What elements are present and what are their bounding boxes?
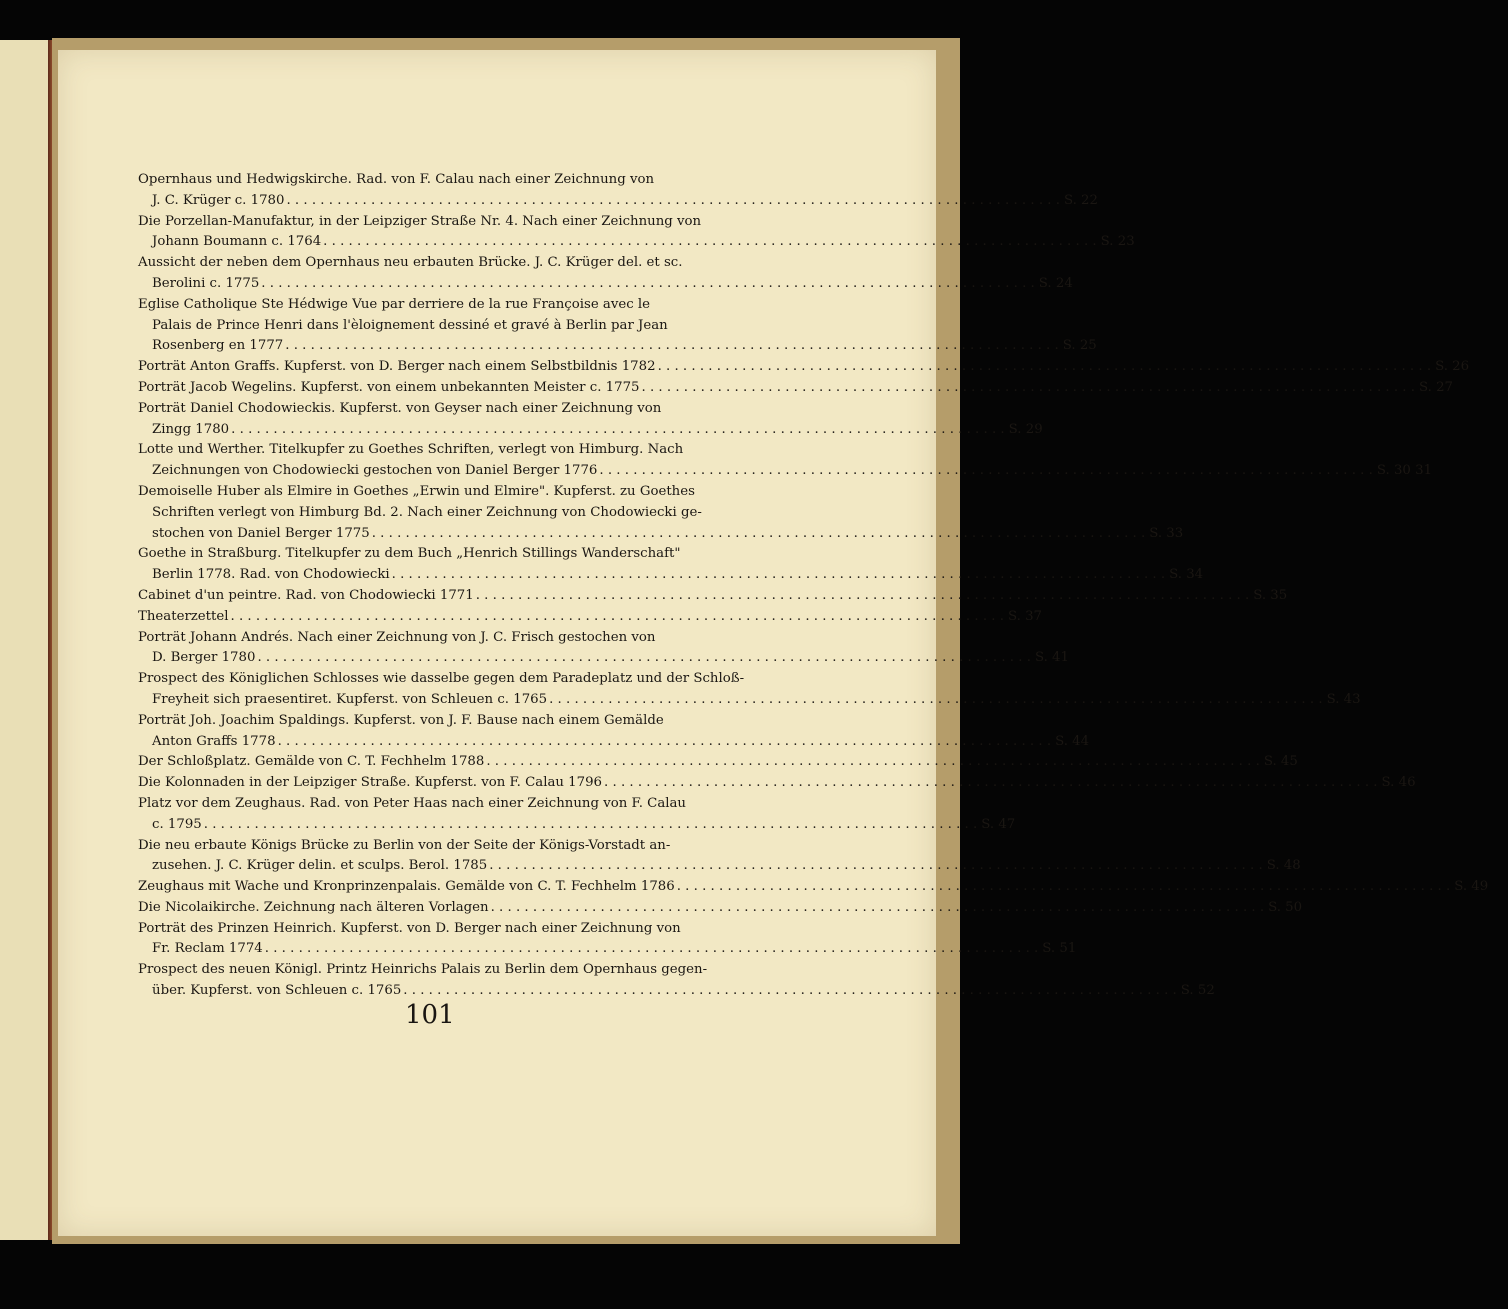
list-item [138,295,1097,357]
entry-page-reference: S. 45 [1263,754,1298,770]
entry-text: Porträt Joh. Joachim Spaldings. Kupferst. von J. F. Bause nach einem Gemälde [138,712,664,728]
entry-title-line [138,628,658,649]
entry-page-reference: S. 48 [1266,858,1301,874]
list-item [138,836,1301,878]
entry-continuation-line [138,981,1215,1002]
entry-text: stochen von Daniel Berger 1775 [152,525,370,541]
entry-title-line [138,170,658,191]
entry-text: Palais de Prince Henri dans l'èloignement dessiné et gravé à Berlin par Jean [152,317,668,333]
facing-page-edge [0,40,50,1240]
leader-dots [230,607,1004,628]
list-item [138,794,1016,836]
list-item [138,253,1073,295]
entry-text: Schriften verlegt von Himburg Bd. 2. Nach einer Zeichnung von Chodowiecki ge- [152,504,702,520]
entry-text: Die Nicolaikirche. Zeichnung nach älteren Vorlagen [138,899,489,915]
entry-text: Berolini c. 1775 [152,275,260,291]
entry-page-reference: S. 29 [1008,421,1043,437]
list-item [138,919,1077,961]
entry-text: Zeughaus mit Wache und Kronprinzenpalais. Gemälde von C. T. Fechhelm 1786 [138,879,675,895]
entry-text: D. Berger 1780 [152,650,256,666]
leader-dots [257,648,1031,669]
entry-page-reference: S. 24 [1038,275,1073,291]
entry-text: Demoiselle Huber als Elmire in Goethes „Erwin und Elmire". Kupferst. zu Goethes [138,483,695,499]
entry-page-reference: S. 34 [1169,567,1204,583]
leader-dots [677,877,1451,898]
leader-dots [486,752,1260,773]
entry-continuation-line [138,732,1090,753]
entry-text: Lotte und Werther. Titelkupfer zu Goethes Schriften, verlegt von Himburg. Nach [138,442,684,458]
entry-title-line [138,253,683,274]
list-item [138,212,1135,254]
entry-page-reference: S. 25 [1062,338,1097,354]
entry-text: Platz vor dem Zeughaus. Rad. von Peter Haas nach einer Zeichnung von F. Calau [138,795,686,811]
leader-dots [204,815,978,836]
entry-text: über. Kupferst. von Schleuen c. 1765 [152,983,402,999]
entry-text: Fr. Reclam 1774 [152,941,263,957]
entry-continuation-line [138,856,1301,877]
list-item [138,544,1204,586]
entry-title-line [138,836,671,857]
entry-continuation-line [138,336,1097,357]
leader-dots [372,524,1146,545]
leader-dots [286,191,1060,212]
entry-continuation-line [138,815,1016,836]
entry-text: Rosenberg en 1777 [152,338,284,354]
leader-dots [491,898,1265,919]
entry-title-line [138,877,1489,898]
entry-continuation-line [138,316,710,337]
entry-title-line [138,399,662,420]
entry-text: Porträt Jacob Wegelins. Kupferst. von einem unbekannten Meister c. 1775 [138,379,640,395]
entry-text: Porträt Daniel Chodowieckis. Kupferst. von Geyser nach einer Zeichnung von [138,400,662,416]
entry-continuation-line [138,939,1077,960]
entry-text: Porträt Anton Graffs. Kupferst. von D. Berger nach einem Selbstbildnis 1782 [138,359,656,375]
entry-text: Zingg 1780 [152,421,230,437]
entry-text: J. C. Krüger c. 1780 [152,192,285,208]
list-item [138,357,1470,378]
entry-continuation-line [138,232,1135,253]
leader-dots [261,274,1035,295]
entry-continuation-line [138,420,1043,441]
entry-text: Porträt des Prinzen Heinrich. Kupferst. von D. Berger nach einer Zeichnung von [138,920,681,936]
leader-dots [476,586,1250,607]
entry-page-reference: S. 22 [1063,192,1098,208]
entry-title-line [138,357,1470,378]
entry-text: Eglise Catholique Ste Hédwige Vue par derriere de la rue Françoise avec le [138,296,651,312]
entry-title-line [138,544,681,565]
entry-title-line [138,794,686,815]
leader-dots [323,232,1097,253]
list-item [138,711,1090,753]
entry-text: Freyheit sich praesentiret. Kupferst. von Schleuen c. 1765 [152,691,548,707]
leader-dots [642,378,1416,399]
entry-title-line [138,898,1303,919]
entry-continuation-line [138,503,710,524]
leader-dots [285,336,1059,357]
entry-page-reference: S. 51 [1042,941,1077,957]
list-item [138,482,1184,544]
entry-title-line [138,669,745,690]
entry-title-line [138,711,664,732]
entry-page-reference: S. 26 [1435,359,1470,375]
entry-text: Cabinet d'un peintre. Rad. von Chodowiecki 1771 [138,587,474,603]
entry-continuation-line [138,690,1361,711]
list-item [138,628,1069,670]
entry-page-reference: S. 33 [1149,525,1184,541]
entry-text: Theaterzettel [138,608,229,624]
entry-title-line [138,378,1454,399]
list-item [138,586,1288,607]
entry-page-reference: S. 49 [1454,879,1489,895]
entry-page-reference: S. 37 [1007,608,1042,624]
entry-continuation-line [138,565,1204,586]
list-item [138,960,1215,1002]
entry-continuation-line [138,461,1433,482]
leader-dots [265,939,1039,960]
entry-continuation-line [138,524,1184,545]
entry-text: Berlin 1778. Rad. von Chodowiecki [152,567,390,583]
entry-page-reference: S. 46 [1381,775,1416,791]
leader-dots [604,773,1378,794]
entry-title-line [138,482,695,503]
entry-title-line [138,607,1042,628]
entry-title-line [138,212,702,233]
leader-dots [392,565,1166,586]
entry-text: Zeichnungen von Chodowiecki gestochen von Daniel Berger 1776 [152,463,598,479]
entry-text: Der Schloßplatz. Gemälde von C. T. Fechhelm 1788 [138,754,485,770]
leader-dots [403,981,1177,1002]
entry-text: Die Porzellan-Manufaktur, in der Leipziger Straße Nr. 4. Nach einer Zeichnung von [138,213,702,229]
entry-text: Anton Graffs 1778 [152,733,276,749]
entry-title-line [138,440,684,461]
list-of-illustrations [138,170,1489,1002]
entry-page-reference: S. 35 [1253,587,1288,603]
entry-page-reference: S. 52 [1180,983,1215,999]
leader-dots [658,357,1432,378]
list-item [138,773,1416,794]
entry-title-line [138,295,658,316]
list-item [138,898,1303,919]
entry-text: Aussicht der neben dem Opernhaus neu erbauten Brücke. J. C. Krüger del. et sc. [138,255,683,271]
list-item [138,607,1042,628]
entry-text: Porträt Johann Andrés. Nach einer Zeichnung von J. C. Frisch gestochen von [138,629,656,645]
leader-dots [599,461,1373,482]
page-number: 101 [405,1000,455,1030]
leader-dots [278,732,1052,753]
list-item [138,669,1361,711]
entry-text: zusehen. J. C. Krüger delin. et sculps. Berol. 1785 [152,858,488,874]
entry-page-reference: S. 41 [1034,650,1069,666]
leader-dots [549,690,1323,711]
entry-continuation-line [138,274,1073,295]
entry-text: Johann Boumann c. 1764 [152,234,322,250]
list-item [138,170,1098,212]
entry-page-reference: S. 50 [1268,899,1303,915]
entry-page-reference: S. 47 [981,816,1016,832]
leader-dots [231,420,1005,441]
entry-page-reference: S. 27 [1419,379,1454,395]
leader-dots [489,856,1263,877]
entry-text: Prospect des neuen Königl. Printz Heinrichs Palais zu Berlin dem Opernhaus gegen- [138,962,708,978]
entry-page-reference: S. 23 [1100,234,1135,250]
entry-page-reference: S. 43 [1326,691,1361,707]
entry-title-line [138,752,1298,773]
list-item [138,440,1433,482]
entry-text: Die Kolonnaden in der Leipziger Straße. Kupferst. von F. Calau 1796 [138,775,603,791]
list-item [138,399,1043,441]
list-item [138,877,1489,898]
entry-continuation-line [138,191,1098,212]
entry-page-reference: S. 30 31 [1376,463,1433,479]
list-item [138,752,1298,773]
entry-page-reference: S. 44 [1055,733,1090,749]
entry-text: Opernhaus und Hedwigskirche. Rad. von F. Calau nach einer Zeichnung von [138,172,655,187]
entry-text: c. 1795 [152,816,202,832]
entry-title-line [138,586,1288,607]
entry-title-line [138,773,1416,794]
list-item [138,378,1454,399]
entry-title-line [138,960,708,981]
entry-text: Prospect des Königlichen Schlosses wie dasselbe gegen dem Paradeplatz und der Schloß- [138,671,745,687]
entry-text: Die neu erbaute Königs Brücke zu Berlin von der Seite der Königs-Vorstadt an- [138,837,671,853]
entry-text: Goethe in Straßburg. Titelkupfer zu dem Buch „Henrich Stillings Wanderschaft" [138,546,681,562]
entry-title-line [138,919,681,940]
entry-continuation-line [138,648,1069,669]
